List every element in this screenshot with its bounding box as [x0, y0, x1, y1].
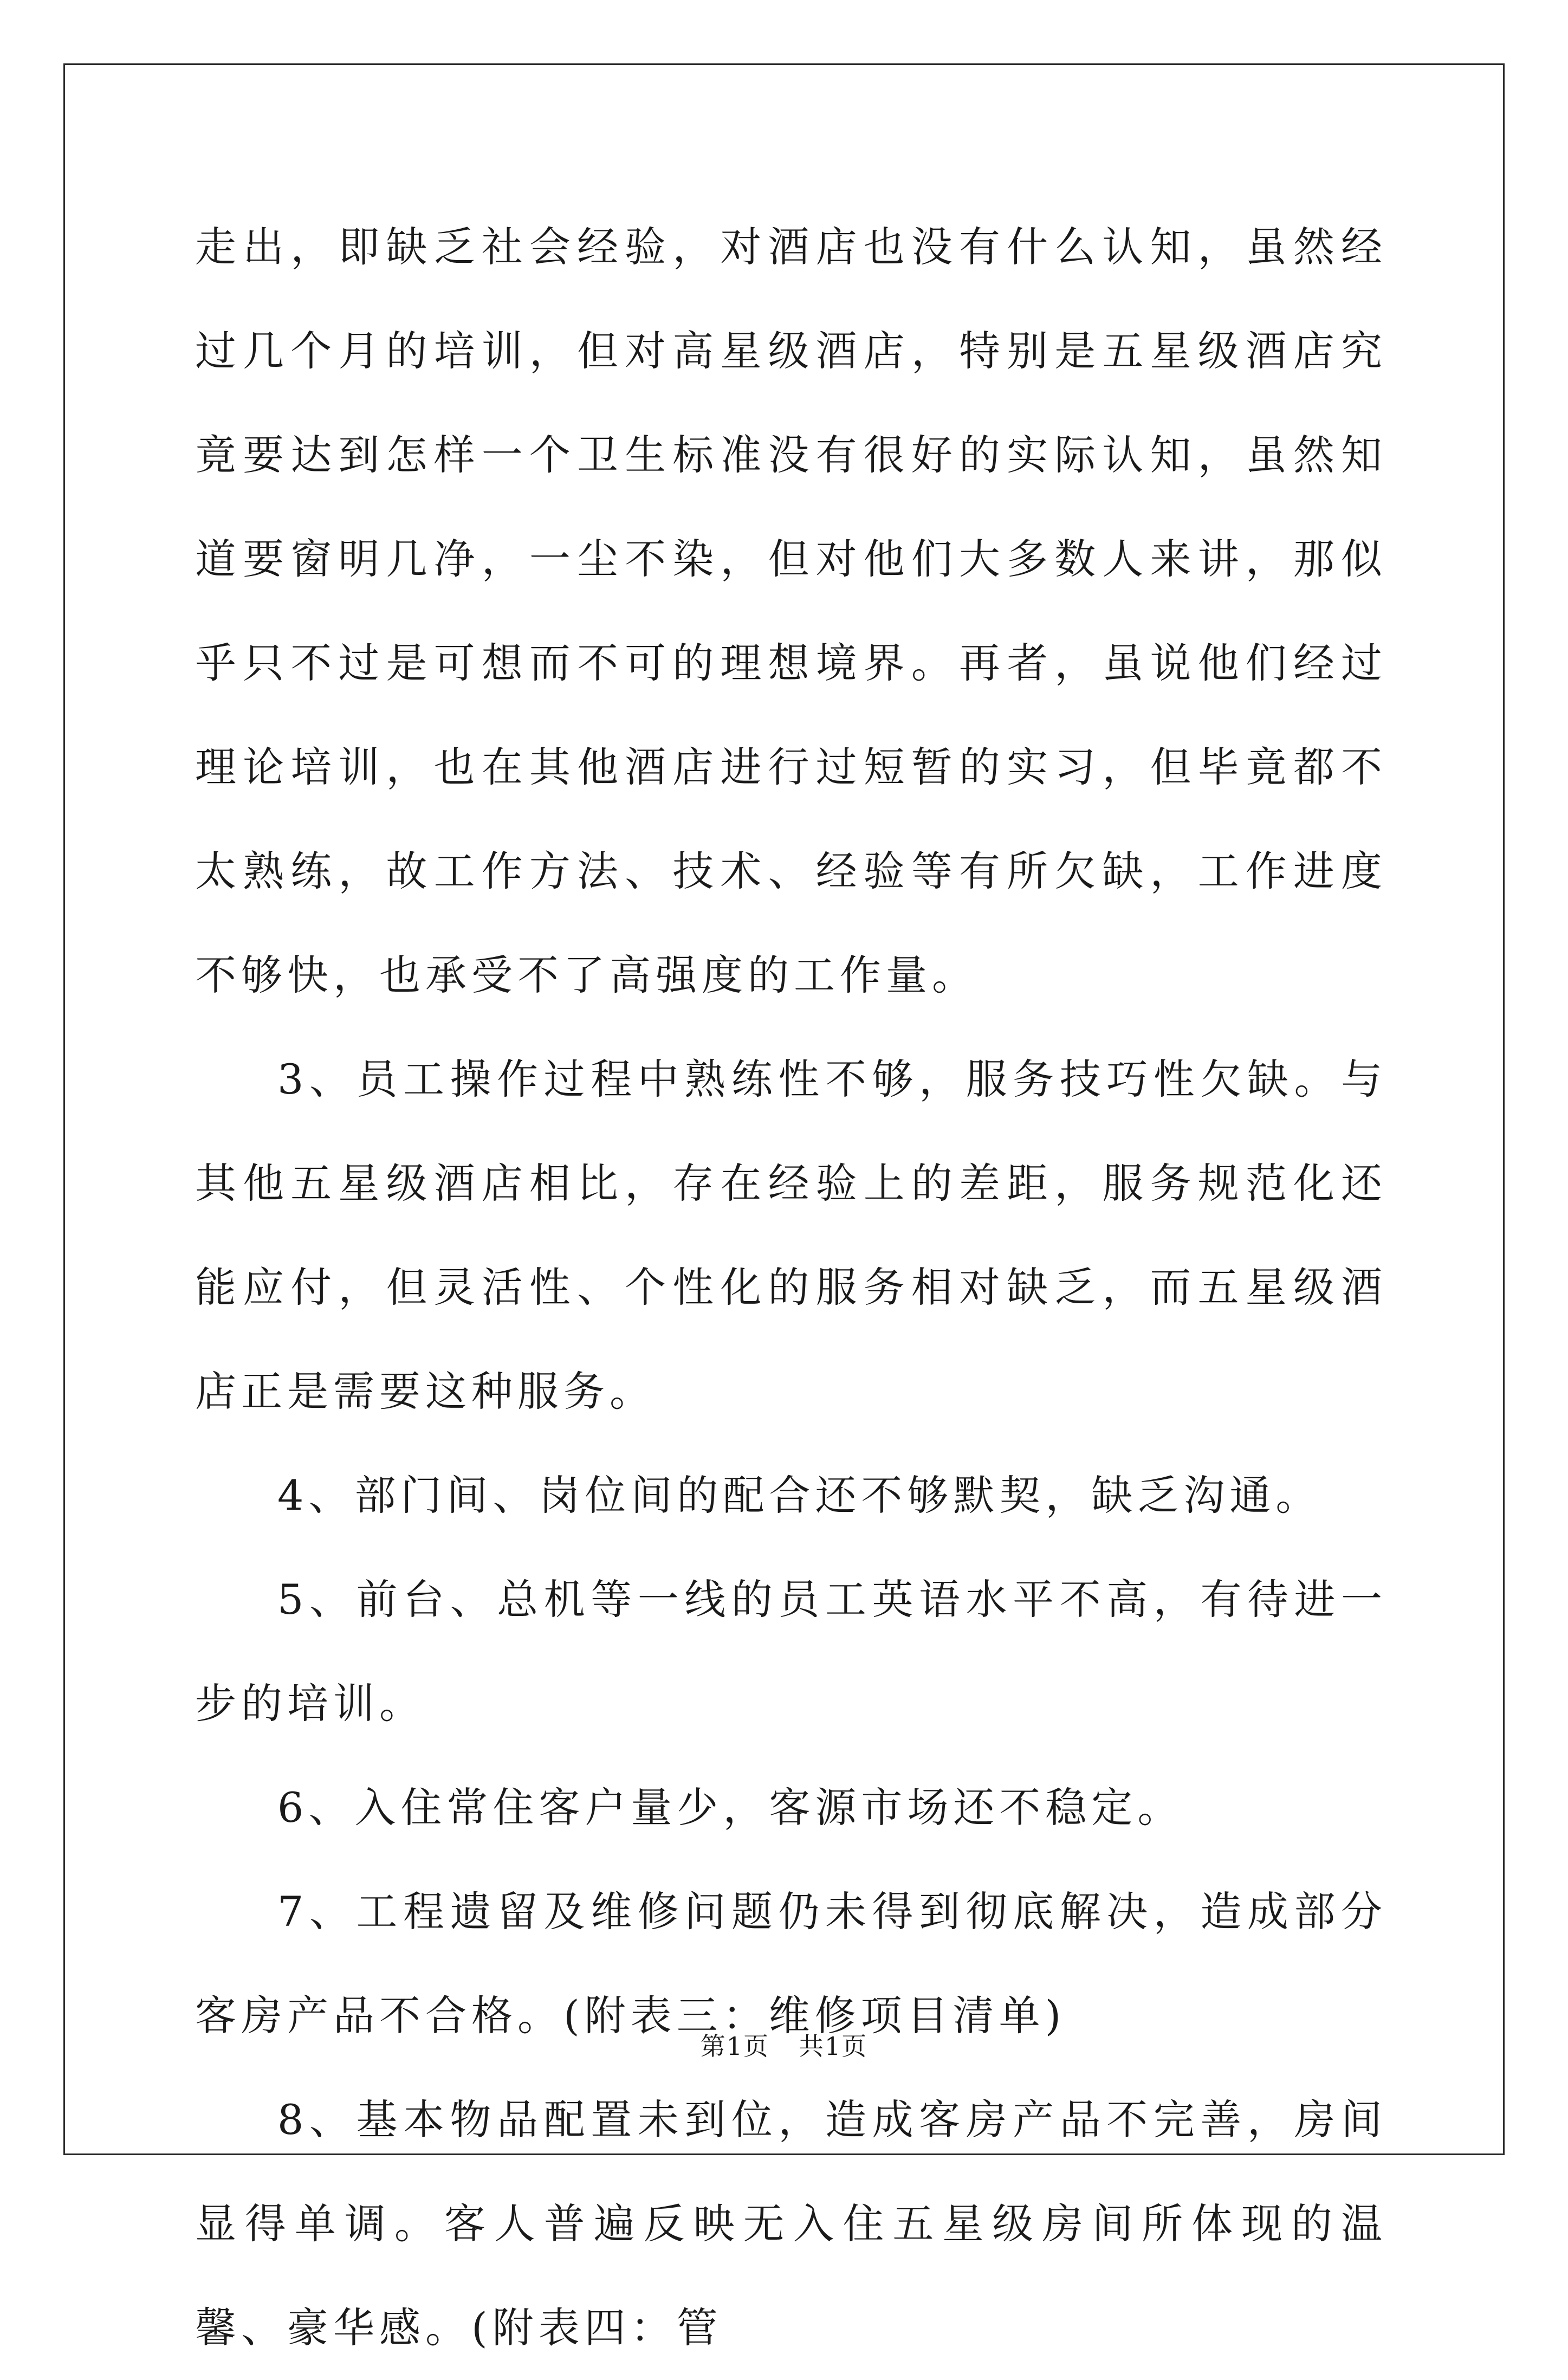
paragraph-item-6: 6、入住常住客户量少，客源市场还不稳定。 [277, 1783, 1184, 1832]
paragraph-item-7: 7、工程遗留及维修问题仍未得到彻底解决，造成部分客房产品不合格。(附表三：维修项目清单) [195, 1887, 1387, 2040]
paragraph-item-4: 4、部门间、岗位间的配合还不够默契，缺乏沟通。 [277, 1471, 1322, 1519]
page-total: 共1页 [799, 2032, 868, 2061]
page-number: 第1页 [700, 2032, 769, 2061]
paragraph-item-5: 5、前台、总机等一线的员工英语水平不高，有待进一步的培训。 [195, 1575, 1387, 1728]
paragraph-continuation: 走出，即缺乏社会经验，对酒店也没有什么认知，虽然经过几个月的培训，但对高星级酒店，特别是五星级酒店究竟要达到怎样一个卫生标准没有很好的实际认知，虽然知道要窗明几净，一尘不染，但对他们大多数人来讲，那似乎只不过是可想而不可的理想境界。再者，虽说他们经过理论培训，也在其他酒店进行过短暂的实习，但毕竟都不太熟练，故工作方法、技术、经验等有所欠缺，工作进度不够快，也承受不了高强度的工作量。 [195, 223, 1387, 999]
page-footer [0, 2027, 1568, 2062]
paragraph-item-8: 8、基本物品配置未到位，造成客房产品不完善，房间显得单调。客人普遍反映无入住五星级房间所体现的温馨、豪华感。(附表四：管 [195, 2096, 1387, 2352]
paragraph-item-3: 3、员工操作过程中熟练性不够，服务技巧性欠缺。与其他五星级酒店相比，存在经验上的差距，服务规范化还能应付，但灵活性、个性化的服务相对缺乏，而五星级酒店正是需要这种服务。 [195, 1055, 1387, 1415]
